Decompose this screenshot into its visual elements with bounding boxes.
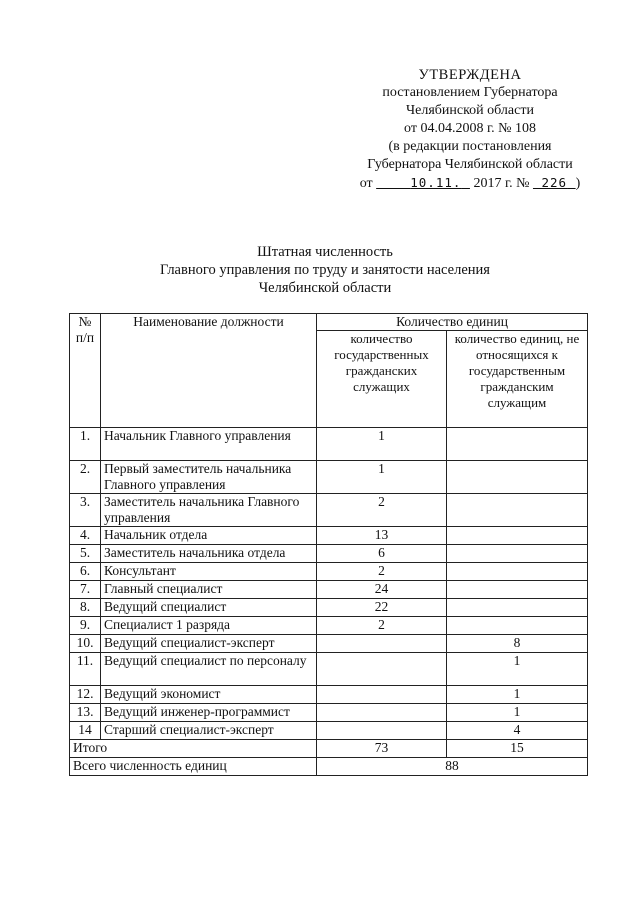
position-name: Заместитель начальника отдела xyxy=(101,545,317,563)
row-number: 12. xyxy=(70,686,101,704)
position-name: Старший специалист-эксперт xyxy=(101,722,317,740)
other-count xyxy=(447,527,588,545)
table-row xyxy=(70,704,588,722)
row-number: 7. xyxy=(70,581,101,599)
table-row xyxy=(70,635,588,653)
date-suffix: ) xyxy=(575,176,581,191)
table-row xyxy=(70,545,588,563)
position-name: Ведущий специалист xyxy=(101,599,317,617)
grand-total-row xyxy=(70,758,588,776)
approval-line: (в редакции постановления xyxy=(388,139,552,154)
handwritten-date: 10.11. xyxy=(410,175,462,190)
civil-count: 1 xyxy=(317,461,447,494)
grand-total-label: Всего численность единиц xyxy=(70,758,317,776)
other-count xyxy=(447,545,588,563)
other-count xyxy=(447,428,588,461)
staffing-table xyxy=(69,313,588,776)
position-name: Консультант xyxy=(101,563,317,581)
civil-count xyxy=(317,722,447,740)
other-count: 8 xyxy=(447,635,588,653)
row-number: 9. xyxy=(70,617,101,635)
position-name: Первый заместитель начальника Главного управления xyxy=(101,461,317,494)
other-count xyxy=(447,461,588,494)
header-number: № п/п xyxy=(70,314,101,428)
approval-heading: УТВЕРЖДЕНА xyxy=(418,67,522,83)
other-count: 4 xyxy=(447,722,588,740)
row-number: 6. xyxy=(70,563,101,581)
position-name: Специалист 1 разряда xyxy=(101,617,317,635)
title-line-2: Главного управления по труду и занятости населения xyxy=(160,262,490,278)
header-civil-servants: количество государственных гражданских служащих xyxy=(317,331,447,428)
other-count xyxy=(447,581,588,599)
civil-count xyxy=(317,704,447,722)
position-name: Главный специалист xyxy=(101,581,317,599)
other-count xyxy=(447,563,588,581)
position-name: Начальник отдела xyxy=(101,527,317,545)
position-name: Заместитель начальника Главного управления xyxy=(101,494,317,527)
row-number: 10. xyxy=(70,635,101,653)
handwritten-number: 226 xyxy=(541,175,568,190)
position-name: Ведущий специалист по персоналу xyxy=(101,653,317,686)
position-name: Ведущий специалист-эксперт xyxy=(101,635,317,653)
title-line-3: Челябинской области xyxy=(258,280,392,296)
position-name: Ведущий экономист xyxy=(101,686,317,704)
grand-total-value: 88 xyxy=(317,758,588,776)
approval-block xyxy=(345,66,595,193)
other-count: 1 xyxy=(447,653,588,686)
civil-count: 24 xyxy=(317,581,447,599)
approval-date-line xyxy=(345,174,595,193)
row-number: 5. xyxy=(70,545,101,563)
other-count xyxy=(447,617,588,635)
header-position-name: Наименование должности xyxy=(101,314,317,428)
date-middle: 2017 г. № xyxy=(473,176,530,191)
row-number: 8. xyxy=(70,599,101,617)
civil-count xyxy=(317,635,447,653)
civil-count: 13 xyxy=(317,527,447,545)
table-row xyxy=(70,617,588,635)
table-row xyxy=(70,563,588,581)
civil-count: 2 xyxy=(317,494,447,527)
position-name: Ведущий инженер-программист xyxy=(101,704,317,722)
row-number: 3. xyxy=(70,494,101,527)
table-row xyxy=(70,461,588,494)
other-count: 1 xyxy=(447,686,588,704)
table-row xyxy=(70,581,588,599)
document-title xyxy=(60,243,590,297)
other-count xyxy=(447,599,588,617)
row-number: 1. xyxy=(70,428,101,461)
row-number: 14 xyxy=(70,722,101,740)
total-other: 15 xyxy=(447,740,588,758)
date-prefix: от xyxy=(359,176,373,191)
row-number: 2. xyxy=(70,461,101,494)
approval-line: от 04.04.2008 г. № 108 xyxy=(404,121,536,136)
table-row xyxy=(70,653,588,686)
other-count: 1 xyxy=(447,704,588,722)
civil-count: 6 xyxy=(317,545,447,563)
row-number: 13. xyxy=(70,704,101,722)
civil-count xyxy=(317,686,447,704)
civil-count: 2 xyxy=(317,563,447,581)
table-row xyxy=(70,527,588,545)
total-row xyxy=(70,740,588,758)
table-row xyxy=(70,428,588,461)
table-row xyxy=(70,599,588,617)
total-label: Итого xyxy=(70,740,317,758)
table-row xyxy=(70,686,588,704)
civil-count xyxy=(317,653,447,686)
approval-line: постановлением Губернатора xyxy=(382,85,558,100)
approval-line: Челябинской области xyxy=(406,103,534,118)
row-number: 11. xyxy=(70,653,101,686)
position-name: Начальник Главного управления xyxy=(101,428,317,461)
table-row xyxy=(70,722,588,740)
civil-count: 1 xyxy=(317,428,447,461)
other-count xyxy=(447,494,588,527)
civil-count: 2 xyxy=(317,617,447,635)
approval-line: Губернатора Челябинской области xyxy=(367,157,573,172)
header-non-civil-units: количество единиц, не относящихся к государственным гражданским служащим xyxy=(447,331,588,428)
table-row xyxy=(70,494,588,527)
row-number: 4. xyxy=(70,527,101,545)
title-line-1: Штатная численность xyxy=(257,244,393,260)
header-quantity: Количество единиц xyxy=(317,314,588,331)
civil-count: 22 xyxy=(317,599,447,617)
total-civil: 73 xyxy=(317,740,447,758)
